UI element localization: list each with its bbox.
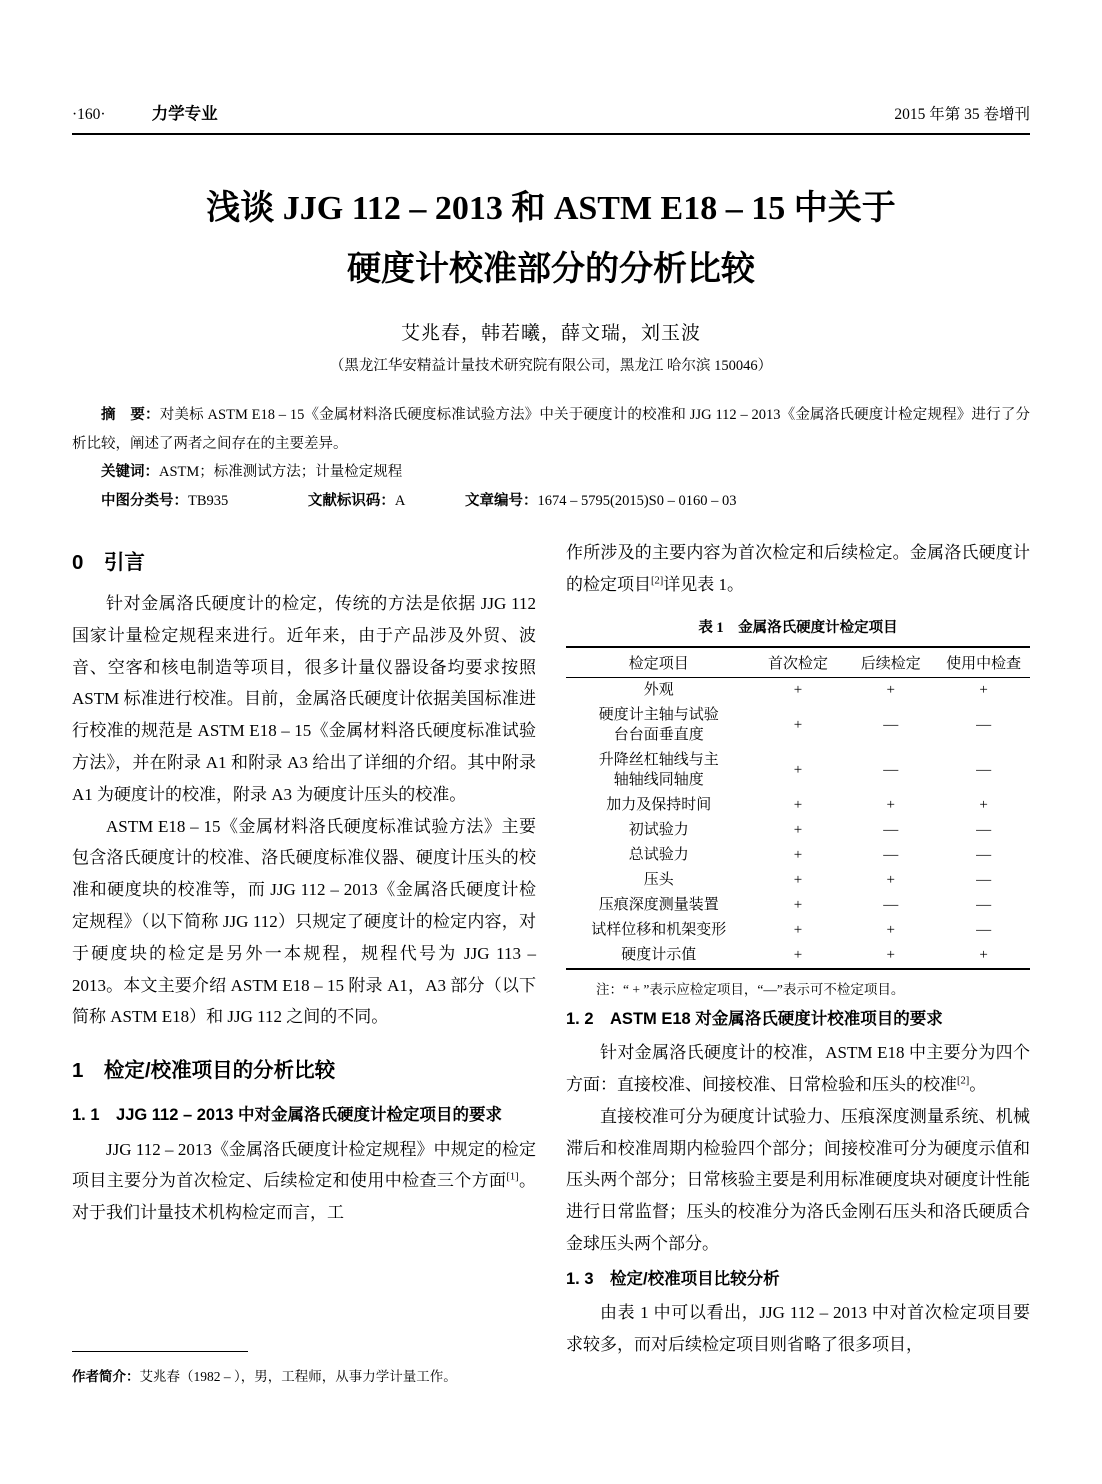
- mark-cell: +: [793, 762, 803, 779]
- section-1-2-heading: 1. 2 ASTM E18 对金属洛氏硬度计校准项目的要求: [566, 1009, 943, 1028]
- column-header-inuse-inspection: 使用中检查: [937, 647, 1030, 678]
- item-line: 升降丝杠轴线与主: [598, 752, 719, 769]
- clc-value: TB935: [188, 492, 229, 509]
- item-cell: [566, 868, 752, 893]
- mark-cell: +: [793, 897, 803, 914]
- article-title: [60, 179, 1042, 300]
- article-id-label: 文章编号：: [465, 492, 538, 509]
- issue-info: 2015 年第 35 卷增刊: [894, 106, 1030, 123]
- affiliation: （黑龙江华安精益计量技术研究院有限公司，黑龙江 哈尔滨 150046）: [329, 358, 773, 375]
- item-cell: [566, 918, 752, 943]
- table-row: [566, 703, 1030, 748]
- section-0-heading: 0 引言: [72, 551, 145, 575]
- author-bio: [72, 1366, 536, 1387]
- author-bio-label: 作者简介：: [72, 1369, 140, 1385]
- mark-cell: +: [793, 682, 803, 699]
- item-cell: [566, 677, 752, 703]
- document-code-label: 文献标识码：: [307, 492, 395, 509]
- mark-cell: +: [793, 872, 803, 889]
- abstract-label: 摘 要：: [101, 407, 160, 424]
- mark-cell: —: [976, 847, 992, 864]
- mark-cell: —: [883, 847, 899, 864]
- section-1-1-heading: 1. 1 JJG 112 – 2013 中对金属洛氏硬度计检定项目的要求: [72, 1106, 503, 1125]
- mark-cell: +: [886, 922, 896, 939]
- abstract: [72, 401, 1030, 458]
- section-1-2-text-cont: 。: [969, 1074, 987, 1094]
- item-cell: [566, 943, 752, 969]
- running-head-left: [72, 100, 218, 124]
- table-1-caption: 表 1 金属洛氏硬度计检定项目: [698, 619, 898, 636]
- mark-cell: —: [883, 762, 899, 779]
- section-1-2-paragraph-1: [566, 1037, 1030, 1101]
- authors: 艾兆春，韩若曦，薛文瑞，刘玉波: [400, 323, 701, 345]
- item-cell: [566, 793, 752, 818]
- section-1-heading: 1 检定/校准项目的分析比较: [72, 1059, 336, 1083]
- continued-text: 作所涉及的主要内容为首次检定和后续检定。金属洛氏硬度计的检定项目: [566, 543, 1030, 594]
- mark-cell: +: [793, 797, 803, 814]
- mark-cell: —: [883, 822, 899, 839]
- footnote-rule: [72, 1351, 248, 1352]
- citation-ref-2b: [2]: [957, 1075, 970, 1087]
- right-column: [566, 537, 1030, 1387]
- table-1-header: [566, 647, 1030, 678]
- mark-cell: +: [886, 797, 896, 814]
- table-row: [566, 748, 1030, 793]
- keywords-text: ASTM；标准测试方法；计量检定规程: [159, 464, 403, 481]
- mark-cell: —: [883, 897, 899, 914]
- page-number: ·160·: [72, 106, 106, 123]
- mark-cell: +: [793, 922, 803, 939]
- article-title-line2: 硬度计校准部分的分析比较: [347, 250, 755, 288]
- item-line: 试样位移和机架变形: [591, 922, 727, 939]
- section-1-1-paragraph: [72, 1134, 536, 1229]
- left-column: [72, 537, 536, 1387]
- item-cell: [566, 703, 752, 748]
- table-row: [566, 893, 1030, 918]
- item-line: 初试验力: [628, 822, 689, 839]
- column-section-name: 力学专业: [151, 105, 218, 123]
- mark-cell: +: [979, 682, 988, 699]
- document-code-value: A: [394, 492, 406, 509]
- mark-cell: +: [979, 947, 988, 964]
- section-1-3-paragraph: 由表 1 中可以看出，JJG 112 – 2013 中对首次检定项目要求较多，而对后续检定项目则省略了很多项目，: [566, 1303, 1030, 1354]
- continued-text-cont: 详见表 1。: [663, 574, 744, 594]
- mark-cell: —: [883, 717, 899, 734]
- item-cell: [566, 893, 752, 918]
- section-0-paragraph-1: 针对金属洛氏硬度计的检定，传统的方法是依据 JJG 112 国家计量检定规程来进行。近年来，由于产品涉及外贸、波音、空客和核电制造等项目，很多计量仪器设备均要求按照 ASTM 标准进行校准。目前，金属洛氏硬度计依据美国标准进行校准的规范是 ASTM E18 – 15《金属材料洛氏硬度标准试验方法》，并在附录 A1 和附录 A3 给出了详细的介绍。其中附录 A1 为硬度计的校准，附录 A3 为硬度计压头的校准。: [72, 594, 536, 804]
- section-1-3-heading: 1. 3 检定/校准项目比较分析: [566, 1269, 780, 1288]
- item-line: 压痕深度测量装置: [598, 897, 719, 914]
- section-0-paragraph-2: ASTM E18 – 15《金属材料洛氏硬度标准试验方法》主要包含洛氏硬度计的校准、洛氏硬度标准仪器、硬度计压头的校准和硬度块的校准等，而 JJG 112 – 2013《金属洛氏硬度计检定规程》（以下简称 JJG 112）只规定了硬度计的检定内容，对于硬度块的检定是另外一本规程，规程代号为 JJG 113 – 2013。本文主要介绍 ASTM E18 – 15 附录 A1，A3 部分（以下简称 ASTM E18）和 JJG 112 之间的不同。: [72, 816, 536, 1027]
- table-row: [566, 818, 1030, 843]
- mark-cell: +: [793, 847, 803, 864]
- item-cell: [566, 748, 752, 793]
- item-line: 硬度计主轴与试验: [598, 707, 719, 724]
- column-header-item: 检定项目: [566, 647, 752, 678]
- mark-cell: +: [886, 947, 896, 964]
- mark-cell: —: [976, 762, 992, 779]
- mark-cell: —: [976, 717, 992, 734]
- section-1-1-text-cont: 。对于我们计量技术机构检定而言，工: [72, 1171, 536, 1223]
- mark-cell: +: [793, 947, 803, 964]
- column-header-subsequent-verification: 后续检定: [844, 647, 937, 678]
- table-row: [566, 868, 1030, 893]
- keywords-label: 关键词：: [101, 464, 159, 481]
- item-line: 压头: [643, 872, 674, 889]
- author-bio-footnote: [72, 1351, 536, 1387]
- table-row: [566, 677, 1030, 703]
- item-line: 台台面垂直度: [613, 727, 704, 744]
- mark-cell: —: [976, 897, 992, 914]
- item-cell: [566, 818, 752, 843]
- running-head: [72, 0, 1030, 135]
- table-row: [566, 793, 1030, 818]
- document-code: [308, 493, 405, 509]
- two-column-body: [72, 537, 1030, 1387]
- item-line: 总试验力: [628, 847, 689, 864]
- table-row: [566, 843, 1030, 868]
- citation-ref-2: [2]: [651, 575, 664, 587]
- item-line: 外观: [643, 682, 674, 699]
- mark-cell: +: [886, 682, 896, 699]
- table-1-note: 注：“ + ”表示应检定项目，“—”表示可不检定项目。: [596, 981, 905, 997]
- abstract-text: 对美标 ASTM E18 – 15《金属材料洛氏硬度标准试验方法》中关于硬度计的校准和 JJG 112 – 2013《金属洛氏硬度计检定规程》进行了分析比较，阐述了两者之间存在的主要差异。: [72, 407, 1031, 452]
- mark-cell: +: [793, 822, 803, 839]
- column-header-first-verification: 首次检定: [752, 647, 845, 678]
- section-1-2-paragraph-2: 直接校准可分为硬度计试验力、压痕深度测量系统、机械滞后和校准周期内检验四个部分；间接校准可分为硬度示值和压头两个部分；日常核验主要是利用标准硬度块对硬度计性能进行日常监督；压头的校准分为洛氏金刚石压头和洛氏硬质合金球压头两个部分。: [566, 1106, 1030, 1253]
- table-header-row: [566, 647, 1030, 678]
- item-line: 轴轴线同轴度: [613, 772, 704, 789]
- mark-cell: +: [886, 872, 896, 889]
- clc-label: 中图分类号：: [101, 492, 188, 509]
- mark-cell: —: [976, 872, 992, 889]
- keywords: [72, 458, 1030, 487]
- mark-cell: —: [976, 922, 992, 939]
- mark-cell: +: [979, 797, 988, 814]
- clc-number: [101, 493, 228, 509]
- table-1: [566, 646, 1030, 970]
- article-meta: [72, 401, 1030, 515]
- table-row: [566, 918, 1030, 943]
- article-id-value: 1674 – 5795(2015)S0 – 0160 – 03: [537, 492, 737, 509]
- item-line: 硬度计示值: [621, 947, 697, 964]
- citation-ref-1: [1]: [506, 1171, 519, 1183]
- author-bio-text: 艾兆春（1982 – ），男，工程师，从事力学计量工作。: [139, 1369, 457, 1385]
- article-id: [465, 493, 736, 509]
- section-1-1-text: JJG 112 – 2013《金属洛氏硬度计检定规程》中规定的检定项目主要分为首次检定、后续检定和使用中检查三个方面: [72, 1139, 536, 1191]
- classification-line: [72, 487, 1030, 516]
- table-1-body: [566, 677, 1030, 969]
- article-title-line1: 浅谈 JJG 112 – 2013 和 ASTM E18 – 15 中关于: [206, 190, 896, 227]
- item-cell: [566, 843, 752, 868]
- section-1-2-text: 针对金属洛氏硬度计的校准，ASTM E18 中主要分为四个方面：直接校准、间接校准、日常检验和压头的校准: [566, 1043, 1030, 1094]
- item-line: 加力及保持时间: [606, 797, 712, 814]
- continued-paragraph: [566, 537, 1030, 601]
- table-row: [566, 943, 1030, 969]
- mark-cell: —: [976, 822, 992, 839]
- mark-cell: +: [793, 717, 803, 734]
